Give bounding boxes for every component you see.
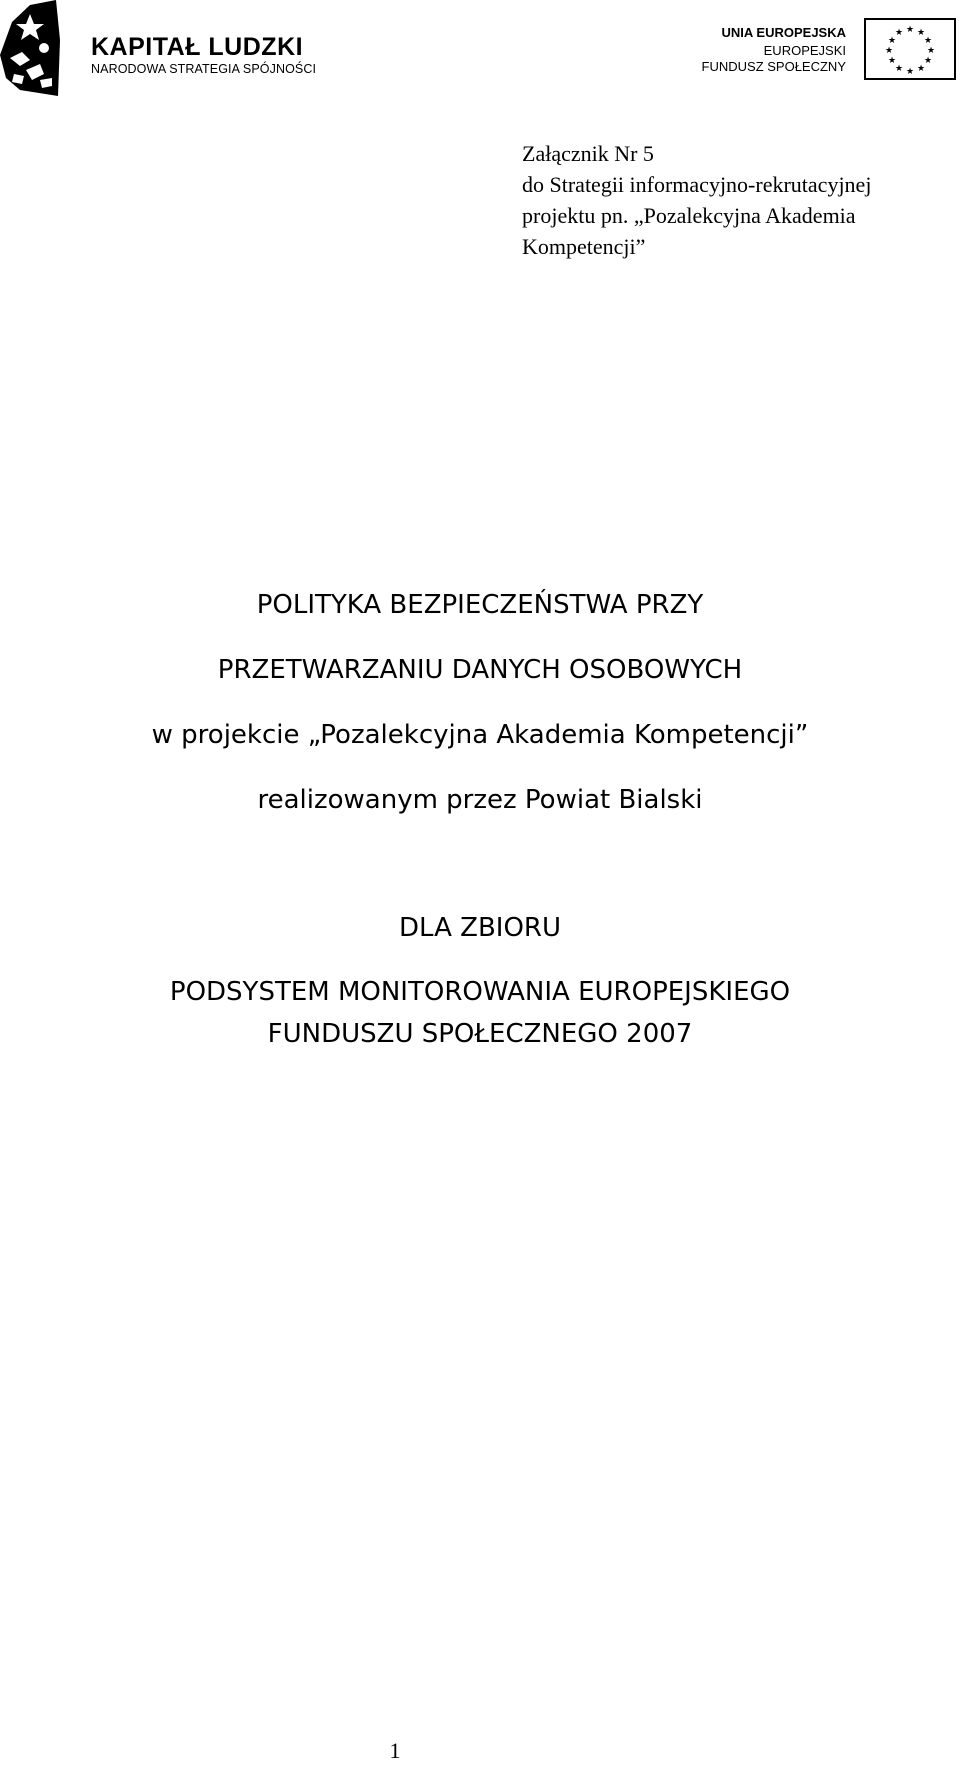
- svg-text:★: ★: [894, 28, 904, 38]
- svg-text:★: ★: [905, 25, 915, 35]
- annex-line1: Załącznik Nr 5: [522, 141, 654, 166]
- svg-text:★: ★: [923, 36, 933, 46]
- svg-text:★: ★: [894, 64, 904, 74]
- title-line2: PRZETWARZANIU DANYCH OSOBOWYCH: [217, 655, 743, 685]
- collection-line3: FUNDUSZU SPOŁECZNEGO 2007: [267, 1019, 693, 1049]
- svg-text:★: ★: [916, 64, 926, 74]
- page-number: 1: [389, 1738, 401, 1763]
- kapital-ludzki-emblem-icon: [0, 0, 90, 100]
- kapital-ludzki-subtitle: NARODOWA STRATEGIA SPÓJNOŚCI: [91, 62, 317, 76]
- eu-logo: [690, 16, 960, 86]
- eu-logo-line1: UNIA EUROPEJSKA: [721, 25, 846, 40]
- title-line3: w projekcie „Pozalekcyjna Akademia Kompetencji”: [151, 720, 809, 750]
- svg-text:★: ★: [887, 56, 897, 66]
- svg-text:★: ★: [884, 46, 894, 56]
- svg-text:★: ★: [923, 56, 933, 66]
- kapital-ludzki-logo: [0, 0, 330, 100]
- eu-logo-line2: EUROPEJSKI: [763, 43, 846, 58]
- svg-text:★: ★: [887, 36, 897, 46]
- collection-line2: PODSYSTEM MONITOROWANIA EUROPEJSKIEGO: [169, 977, 791, 1007]
- title-line1: POLITYKA BEZPIECZEŃSTWA PRZY: [256, 590, 704, 620]
- svg-text:★: ★: [905, 67, 915, 77]
- title-line4: realizowanym przez Powiat Bialski: [257, 785, 703, 815]
- svg-text:★: ★: [926, 46, 936, 56]
- annex-note: [522, 138, 871, 262]
- collection-line1: DLA ZBIORU: [398, 913, 562, 943]
- annex-line4: Kompetencji”: [522, 234, 646, 259]
- annex-line3: projektu pn. „Pozalekcyjna Akademia: [522, 203, 856, 228]
- eu-flag-icon: [864, 18, 956, 80]
- kapital-ludzki-title: KAPITAŁ LUDZKI: [91, 33, 304, 61]
- svg-text:★: ★: [916, 28, 926, 38]
- annex-line2: do Strategii informacyjno-rekrutacyjnej: [522, 172, 872, 197]
- eu-logo-line3: FUNDUSZ SPOŁECZNY: [701, 59, 846, 74]
